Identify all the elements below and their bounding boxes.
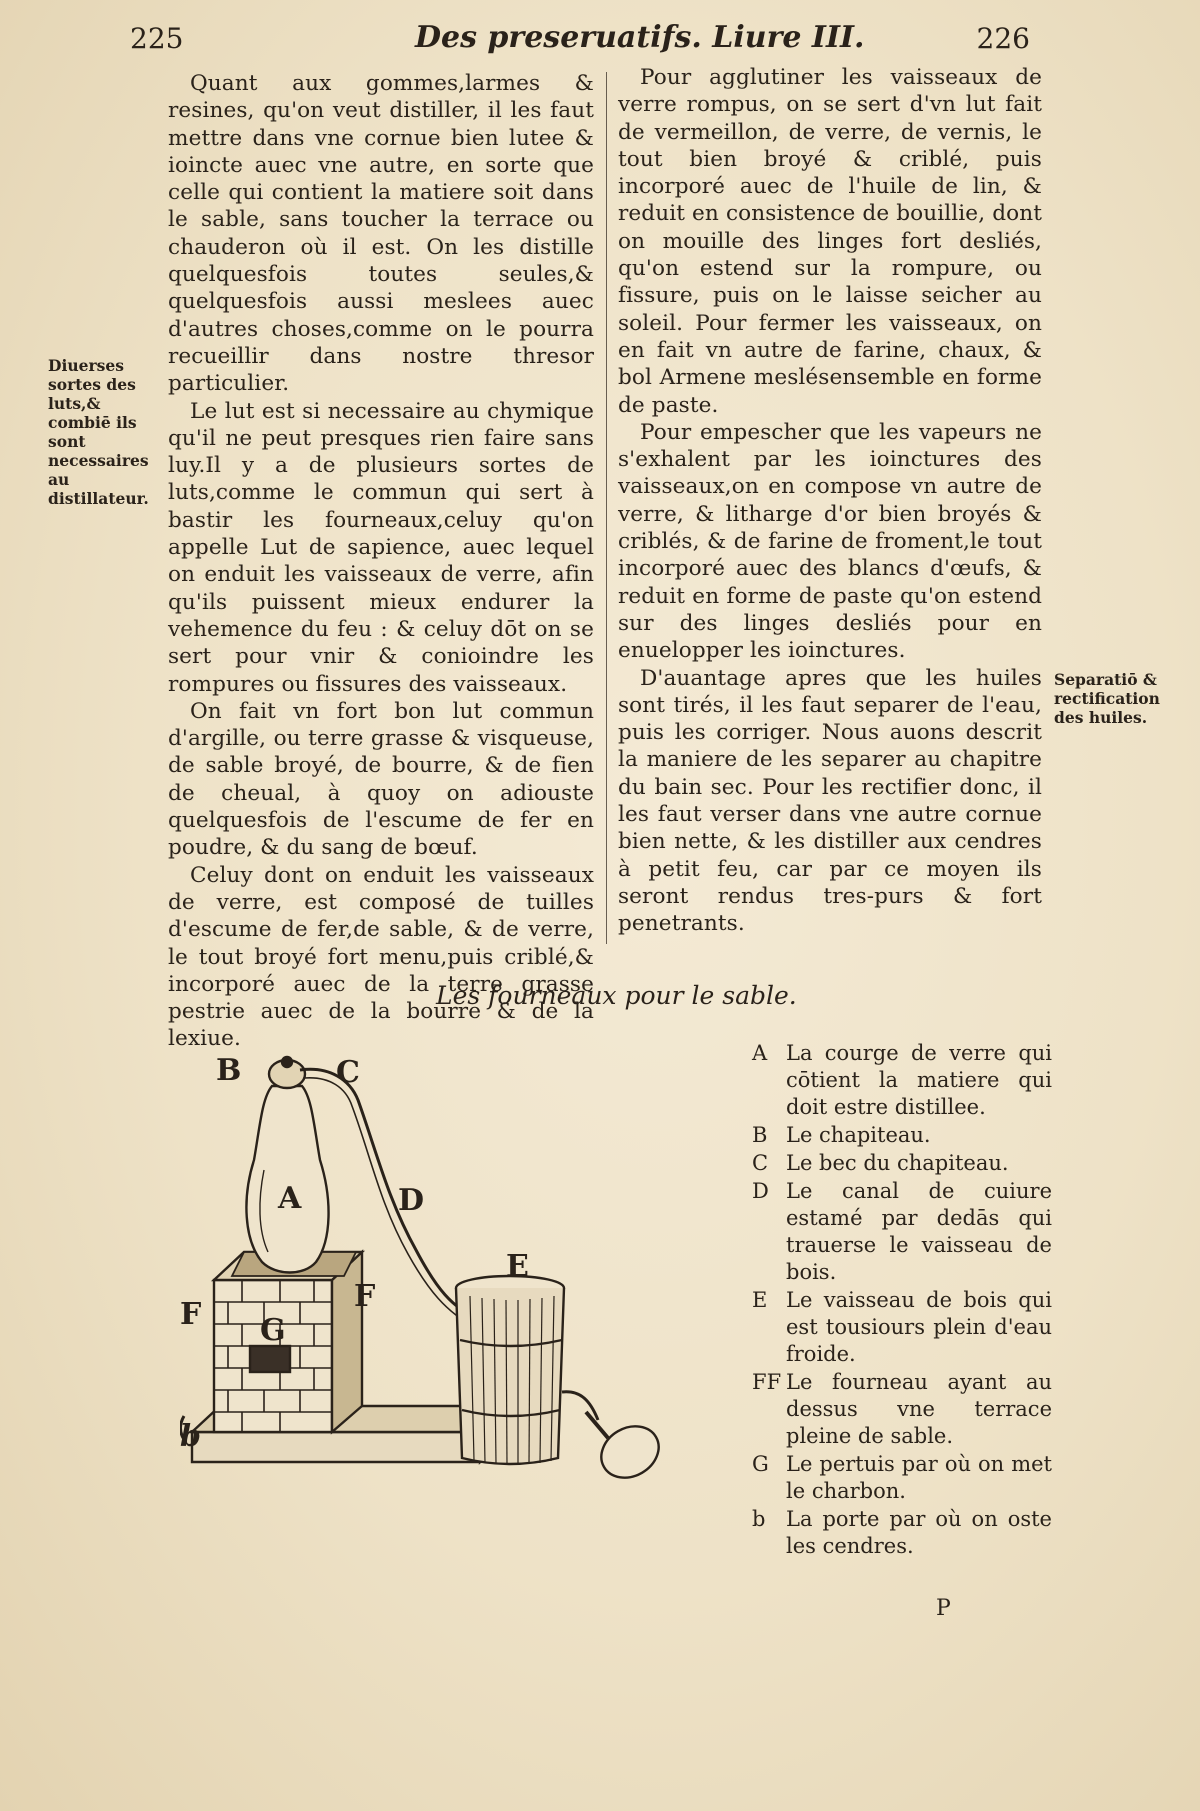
paragraph: On fait vn fort bon lut commun d'argille, ou terre grasse & visqueuse, de sable broyé, de bourre, & de fien de cheual, à quoy on adiouste quelquesfois de l'escume de fer en poudre, & du sang de bœuf. [168, 698, 594, 861]
legend-item [752, 1122, 1052, 1149]
figure-caption: Les fourneaux pour le sable. [436, 981, 797, 1010]
legend-item [752, 1451, 1052, 1505]
legend-item [752, 1150, 1052, 1177]
woodcut-lines [180, 1057, 668, 1488]
legend-key: b [752, 1507, 766, 1531]
running-title: Des preseruatifs. Liure III. [415, 20, 865, 55]
legend-item [752, 1287, 1052, 1368]
legend-item [752, 1506, 1052, 1560]
legend-key: D [752, 1179, 769, 1203]
legend-key: FF [752, 1370, 782, 1394]
running-header [130, 18, 1050, 62]
figure-legend [752, 1040, 1052, 1561]
legend-text: Le chapiteau. [786, 1123, 931, 1147]
label-E: E [506, 1249, 529, 1284]
paragraph: Quant aux gommes,larmes & resines, qu'on veut distiller, il les faut mettre dans vne cornue bien lutee & ioincte auec vne autre, en sorte que celle qui contient la matiere soit dans le sable, sans toucher la terrace ou chauderon où il est. On les distille quelquesfois toutes seules,& quelquesfois aussi meslees auec d'autres choses,comme on le pourra recueillir dans nostre thresor particulier. [168, 71, 594, 397]
left-column [168, 70, 594, 1053]
paragraph: Celuy dont on enduit les vaisseaux de verre, est composé de tuilles d'escume de fer,de sable, & de verre, le tout broyé fort menu,puis criblé,& incorporé auec de la terre grasse pestrie auec de la bourre & de la lexiue. [168, 862, 594, 1052]
legend-text: Le canal de cuiure estamé par dedās qui trauerse le vaisseau de bois. [786, 1179, 1052, 1284]
legend-text: Le fourneau ayant au dessus vne terrace pleine de sable. [786, 1370, 1052, 1448]
legend-text: Le bec du chapiteau. [786, 1151, 1009, 1175]
column-divider [606, 72, 607, 944]
paragraph: D'auantage apres que les huiles sont tirés, il les faut separer de l'eau, puis les corriger. Nous auons descrit la maniere de les separer au chapitre du bain sec. Pour les rectifier donc, il les faut verser dans vne autre cornue bien nette, & les distiller aux cendres à petit feu, car par ce moyen ils seront rendus tres-purs & fort penetrants. [618, 665, 1042, 937]
legend-text: Le pertuis par où on met le charbon. [786, 1452, 1052, 1503]
coal-opening [250, 1346, 290, 1372]
legend-key: A [752, 1041, 768, 1065]
signature-mark: P [936, 1596, 951, 1621]
margin-note-left: Diuerses sortes des luts,& combiē ils sont necessaires au distillateur. [48, 356, 149, 508]
page-number-left: 225 [130, 22, 184, 55]
legend-text: La porte par où on oste les cendres. [786, 1507, 1052, 1558]
furnace-base [192, 1432, 480, 1462]
legend-key: B [752, 1123, 768, 1147]
paragraph: Pour agglutiner les vaisseaux de verre rompus, on se sert d'vn lut fait de vermeillon, de verre, de vernis, le tout bien broyé & criblé, puis incorporé auec de l'huile de lin, & reduit en consistence de bouillie, dont on mouille des linges fort desliés, qu'on estend sur la rompure, ou fissure, puis on le laisse seicher au soleil. Pour fermer les vaisseaux, on en fait vn autre de farine, chaux, & bol Armene meslésensemble en forme de paste. [618, 65, 1042, 418]
margin-note-right: Separatiō & rectification des huiles. [1054, 670, 1160, 727]
right-column [618, 64, 1042, 938]
label-G: G [260, 1313, 286, 1348]
label-F: F [180, 1297, 202, 1332]
label-B: B [216, 1053, 242, 1088]
label-A: A [278, 1181, 302, 1216]
paragraph: Le lut est si necessaire au chymique qu'il ne peut presques rien faire sans luy.Il y a de plusieurs sortes de luts,comme le commun qui sert à bastir les fourneaux,celuy qu'on appelle Lut de sapience, auec lequel on enduit les vaisseaux de verre, afin qu'ils puissent mieux endurer la vehemence du feu : & celuy dōt on se sert pour vnir & conioindre les rompures ou fissures des vaisseaux. [168, 398, 594, 697]
legend-item [752, 1178, 1052, 1286]
legend-text: La courge de verre qui cōtient la matiere qui doit estre distillee. [786, 1041, 1052, 1119]
label-D: D [398, 1183, 425, 1218]
legend-key: E [752, 1288, 768, 1312]
legend-key: G [752, 1452, 769, 1476]
legend-key: C [752, 1151, 769, 1175]
legend-text: Le vaisseau de bois qui est tousiours plein d'eau froide. [786, 1288, 1052, 1366]
glass-gourd [246, 1086, 328, 1273]
paragraph: Pour empescher que les vapeurs ne s'exhalent par les ioinctures des vaisseaux,on en compose vn autre de verre, & litharge d'or bien broyés & criblés, & de farine de froment,le tout incorporé auec des blancs d'œufs, & reduit en forme de paste qu'on estend sur des linges desliés pour en enuelopper les ioinctures. [618, 419, 1042, 664]
label-C: C [336, 1055, 360, 1090]
legend-item [752, 1040, 1052, 1121]
label-b: b [180, 1419, 201, 1454]
page-number-right: 226 [976, 22, 1030, 55]
receiver-flask [592, 1416, 668, 1488]
legend-item [752, 1369, 1052, 1450]
furnace-illustration [180, 1040, 740, 1530]
label-F: F [354, 1279, 376, 1314]
